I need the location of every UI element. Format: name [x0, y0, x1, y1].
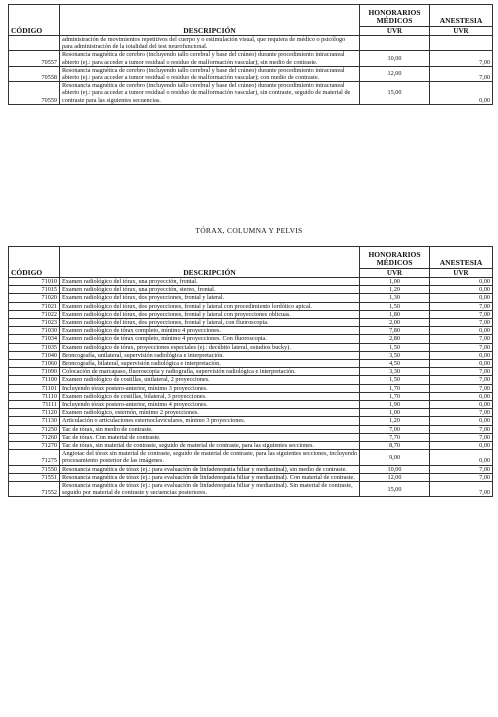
row-description: Resonancia magnética de cerebro (incluyendo tallo cerebral y base del cráneo) durante procedimiento intracraneal abierto (ej.: para acceder a tumor residual o residuo de malformación vascular); con medio de contraste.: [60, 66, 360, 81]
row-code: 71100: [9, 376, 60, 384]
row-code: 71550: [9, 465, 60, 473]
row-honorarios: 1,90: [360, 401, 430, 409]
top-fee-table: [8, 4, 493, 105]
row-description: Tac de tórax. Con material de contraste.: [60, 433, 360, 441]
table-row: [9, 294, 493, 302]
header-description: DESCRIPCIÓN: [60, 5, 360, 36]
row-anestesia: 7,00: [430, 51, 493, 66]
row-honorarios: 8,70: [360, 442, 430, 450]
row-description: Examen radiológico, esternón, mínimo 2 proyecciones.: [60, 409, 360, 417]
row-honorarios: 1,50: [360, 302, 430, 310]
row-code: 71120: [9, 409, 60, 417]
row-honorarios: 3,30: [360, 368, 430, 376]
row-code: 71034: [9, 335, 60, 343]
row-honorarios: 1,00: [360, 278, 430, 286]
table-row: [9, 335, 493, 343]
row-code: 71130: [9, 417, 60, 425]
row-honorarios: 1,50: [360, 376, 430, 384]
row-honorarios: 12,00: [360, 473, 430, 481]
row-description: Incluyendo tórax postero-anterior, mínimo 3 proyecciones.: [60, 384, 360, 392]
row-anestesia: 0,00: [430, 392, 493, 400]
row-honorarios: 1,80: [360, 310, 430, 318]
row-honorarios: 12,00: [360, 66, 430, 81]
row-description: Tac de tórax, sin medio de contraste.: [60, 425, 360, 433]
row-honorarios: 1,30: [360, 294, 430, 302]
row-anestesia: 0,00: [430, 327, 493, 335]
header-honorarios: [360, 247, 430, 278]
top-table-body: [9, 36, 493, 105]
row-honorarios: 15,00: [360, 82, 430, 105]
row-anestesia: 7,00: [430, 302, 493, 310]
row-code: 70559: [9, 82, 60, 105]
table-row: [9, 82, 493, 105]
table-row: [9, 392, 493, 400]
row-anestesia: 7,00: [430, 310, 493, 318]
row-honorarios: [360, 36, 430, 51]
header-honorarios-unit: UVR: [360, 268, 429, 277]
row-code: 71060: [9, 360, 60, 368]
row-honorarios: 2,00: [360, 319, 430, 327]
row-anestesia: 7,00: [430, 433, 493, 441]
row-code: 71270: [9, 442, 60, 450]
row-honorarios: 7,00: [360, 425, 430, 433]
row-anestesia: 7,00: [430, 384, 493, 392]
row-anestesia: 0,00: [430, 82, 493, 105]
table-row: [9, 376, 493, 384]
row-description: Examen radiológico de tórax completo, mínimo 4 proyecciones. Con fluoroscopia.: [60, 335, 360, 343]
row-anestesia: 0,00: [430, 417, 493, 425]
row-description: Examen radiológico del tórax, dos proyecciones, frontal y lateral con procedimiento lordótico apical.: [60, 302, 360, 310]
table-row: [9, 36, 493, 51]
table-row: [9, 278, 493, 286]
row-description: Examen radiológico de tórax, proyecciones especiales (ej.: decúbito lateral, estudios bucky).: [60, 343, 360, 351]
table-row: [9, 66, 493, 81]
row-honorarios: 1,00: [360, 409, 430, 417]
row-code: 71023: [9, 319, 60, 327]
row-description: Resonancia magnética de cerebro (incluyendo tallo cerebral y base del cráneo) durante procedimiento intracraneal abierto (ej.: para acceder a tumor residual o residuo de malformación vascular), sin contraste, seguido de material de contraste para las siguientes secuencias.: [60, 82, 360, 105]
row-anestesia: 7,00: [430, 425, 493, 433]
table-row: [9, 473, 493, 481]
table-row: [9, 343, 493, 351]
table-row: [9, 425, 493, 433]
table-row: [9, 51, 493, 66]
section-title: TÓRAX, COLUMNA Y PELVIS: [195, 226, 303, 235]
row-anestesia: 0,00: [430, 401, 493, 409]
row-anestesia: 7,00: [430, 482, 493, 497]
row-description: Examen radiológico de costillas, bilateral, 3 proyecciones.: [60, 392, 360, 400]
header-anestesia: [430, 247, 493, 278]
row-honorarios: 1,70: [360, 392, 430, 400]
table-row: [9, 368, 493, 376]
row-anestesia: 0,00: [430, 442, 493, 450]
row-honorarios: 7,70: [360, 433, 430, 441]
row-description: Colocación de marcapaso, fluoroscopia y radiografía, supervisión radiológica e interpretación.: [60, 368, 360, 376]
row-honorarios: 1,50: [360, 343, 430, 351]
row-description: Examen radiológico del tórax, una proyección, frontal.: [60, 278, 360, 286]
row-description: administración de movimientos repetitivos del cuerpo y o estimulación visual, que requiera de médico o psicólogo para administración de la totalidad del test neurofuncional.: [60, 36, 360, 51]
row-description: Tac de tórax, sin material de contraste, seguido de material de contraste, para las siguientes secciones.: [60, 442, 360, 450]
row-description: Angiotac del tórax sin material de contraste, seguido de material de contraste, para las siguientes secciones, incluyendo procesamiento posterior de las imágenes.: [60, 450, 360, 465]
table-row: [9, 360, 493, 368]
table-row: [9, 417, 493, 425]
row-code: 71260: [9, 433, 60, 441]
header-honorarios-label: HONORARIOS MÉDICOS: [368, 250, 421, 267]
row-description: Examen radiológico de tórax completo, mínimo 4 proyecciones.: [60, 327, 360, 335]
row-honorarios: 3,50: [360, 351, 430, 359]
table-row: [9, 286, 493, 294]
table-row: [9, 401, 493, 409]
row-description: Resonancia magnética de tórax (ej.: para evaluación de linfadenopatía hiliar y mediastinal), sin medio de contraste.: [60, 465, 360, 473]
table-row: [9, 327, 493, 335]
table-row: [9, 442, 493, 450]
row-anestesia: 0,00: [430, 351, 493, 359]
row-description: Examen radiológico del tórax, dos proyecciones, frontal y lateral con proyecciones oblicuas.: [60, 310, 360, 318]
row-code: [9, 36, 60, 51]
row-anestesia: 7,00: [430, 319, 493, 327]
row-code: 71250: [9, 425, 60, 433]
table-row: [9, 384, 493, 392]
row-code: 71551: [9, 473, 60, 481]
row-description: Examen radiológico de costillas, unilateral, 2 proyecciones.: [60, 376, 360, 384]
table-row: [9, 319, 493, 327]
row-description: Resonancia magnética de tórax (ej.: para evaluación de linfadenopatía hiliar y mediastinal). Con material de contraste.: [60, 473, 360, 481]
row-honorarios: 4,50: [360, 360, 430, 368]
top-table-header-row: [9, 5, 493, 36]
row-code: 70557: [9, 51, 60, 66]
row-anestesia: 7,00: [430, 66, 493, 81]
row-code: 71015: [9, 286, 60, 294]
row-anestesia: 0,00: [430, 450, 493, 465]
row-anestesia: 0,00: [430, 286, 493, 294]
header-anestesia-label: ANESTESIA: [439, 258, 483, 267]
header-honorarios-unit: UVR: [360, 26, 429, 35]
row-anestesia: 7,00: [430, 409, 493, 417]
row-anestesia: 7,00: [430, 376, 493, 384]
row-code: 71552: [9, 482, 60, 497]
row-honorarios: 10,00: [360, 465, 430, 473]
table-row: [9, 450, 493, 465]
row-code: 71035: [9, 343, 60, 351]
row-anestesia: 0,00: [430, 360, 493, 368]
row-description: Broncografía, unilateral, supervisión radiológica e interpretación.: [60, 351, 360, 359]
row-code: 71111: [9, 401, 60, 409]
row-code: 71022: [9, 310, 60, 318]
row-honorarios: 7,80: [360, 327, 430, 335]
row-honorarios: 15,00: [360, 482, 430, 497]
header-anestesia: [430, 5, 493, 36]
row-anestesia: 0,00: [430, 278, 493, 286]
bottom-table-body: [9, 278, 493, 497]
row-code: 71030: [9, 327, 60, 335]
row-anestesia: 7,00: [430, 465, 493, 473]
row-anestesia: 7,00: [430, 335, 493, 343]
row-honorarios: 1,70: [360, 384, 430, 392]
row-anestesia: 7,00: [430, 368, 493, 376]
row-description: Resonancia magnética de cerebro (incluyendo tallo cerebral y base del cráneo) durante procedimiento intracraneal abierto (ej.: para acceder a tumor residual o residuo de malformación vascular); sin medio de contraste.: [60, 51, 360, 66]
row-code: 70558: [9, 66, 60, 81]
row-code: 71021: [9, 302, 60, 310]
row-code: 71010: [9, 278, 60, 286]
row-description: Examen radiológico del tórax, una proyección, stereo, frontal.: [60, 286, 360, 294]
row-description: Broncografía, bilateral, supervisión radiológica e interpretación.: [60, 360, 360, 368]
row-description: Resonancia magnética de tórax (ej.: para evaluación de linfadenopatía hiliar y mediastinal). Sin material de contraste, seguido por material de contraste y secuencias posteriores.: [60, 482, 360, 497]
row-honorarios: 2,80: [360, 335, 430, 343]
row-honorarios: 10,00: [360, 51, 430, 66]
row-code: 71110: [9, 392, 60, 400]
row-description: Incluyendo tórax postero-anterior, mínimo 4 proyecciones.: [60, 401, 360, 409]
table-row: [9, 302, 493, 310]
bottom-fee-table: [8, 246, 493, 497]
row-description: Examen radiológico del tórax, dos proyecciones, frontal y lateral.: [60, 294, 360, 302]
table-row: [9, 433, 493, 441]
table-row: [9, 465, 493, 473]
table-row: [9, 310, 493, 318]
header-honorarios-label: HONORARIOS MÉDICOS: [368, 8, 421, 25]
row-description: Examen radiológico del tórax, dos proyecciones, frontal y lateral, con fluoroscopia.: [60, 319, 360, 327]
row-description: Articulación o articulaciones esternoclaviculares, mínimo 3 proyecciones.: [60, 417, 360, 425]
row-code: 71090: [9, 368, 60, 376]
row-anestesia: [430, 36, 493, 51]
header-description: DESCRIPCIÓN: [60, 247, 360, 278]
header-honorarios: [360, 5, 430, 36]
header-code: CÓDIGO: [9, 247, 60, 278]
bottom-table-header-row: [9, 247, 493, 278]
row-anestesia: 0,00: [430, 294, 493, 302]
table-row: [9, 409, 493, 417]
header-code: CÓDIGO: [9, 5, 60, 36]
row-honorarios: 1,20: [360, 286, 430, 294]
row-code: 71020: [9, 294, 60, 302]
table-row: [9, 482, 493, 497]
row-anestesia: 7,00: [430, 343, 493, 351]
row-code: 71275: [9, 450, 60, 465]
header-anestesia-label: ANESTESIA: [439, 16, 483, 25]
row-anestesia: 7,00: [430, 473, 493, 481]
table-row: [9, 351, 493, 359]
header-anestesia-unit: UVR: [430, 26, 492, 35]
row-honorarios: 1,20: [360, 417, 430, 425]
row-honorarios: 9,00: [360, 450, 430, 465]
header-anestesia-unit: UVR: [430, 268, 492, 277]
row-code: 71101: [9, 384, 60, 392]
row-code: 71040: [9, 351, 60, 359]
